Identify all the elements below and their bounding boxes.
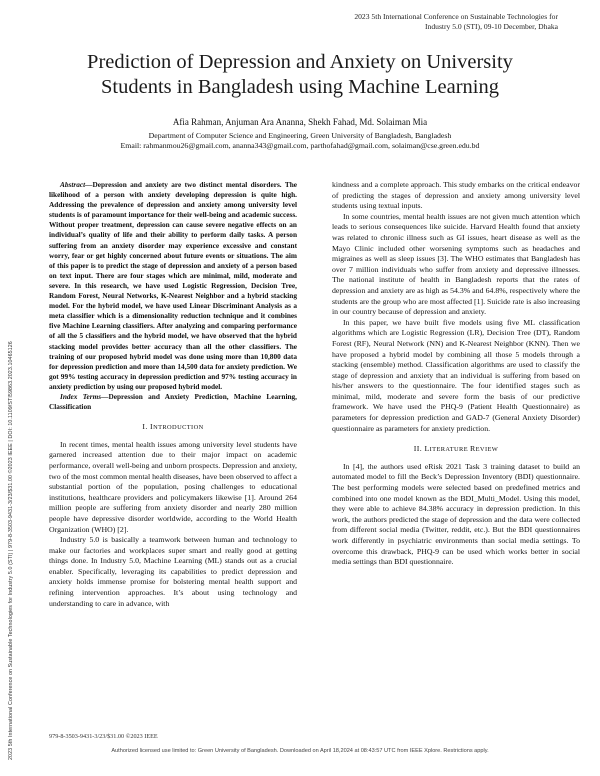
conference-header: [258, 12, 558, 31]
intro-paragraph-4: In this paper, we have built five models using five ML classification algorithms which are Logistic Regression (LR), Decision Tree (DT), Random Forest (RF), Neural Network (NN) and K-Nearest Neighbor (KNN). Then we have proposed a hybrid model by combining all those 5 models through a stacking (ensemble) method. Classification algorithms are used to classify the stage of depression and anxiety that an individual is suffering from based on his/her answers to the questionnaire. The four identified stages such as minimal, mild, moderate and severe form the basis of our predictive framework. We have used the PHQ-9 (Patient Health Questionnaire) as parameters for depression prediction and GAD-7 (General Anxiety Disorder) questionnaire as parameters for anxiety prediction.: [332, 317, 580, 433]
index-terms-label: Index Terms: [60, 391, 102, 401]
title-line-1: Prediction of Depression and Anxiety on University: [87, 51, 513, 73]
index-terms: [49, 392, 297, 412]
left-column: [49, 180, 297, 609]
intro-paragraph-2: Industry 5.0 is basically a teamwork between human and technology to make our factories and workplaces super smart and really good at getting things done. In Industry 5.0, Machine Learning (ML) stands out as a crucial enabler. Specifically, leveraging its capabilities to predict depression and anxiety holds immense promise for bolstering mental health support and refining intervention approaches. It’s about using technology and understanding to care in advance, with: [49, 535, 297, 608]
abstract-label: Abstract: [60, 180, 86, 189]
intro-paragraph-3: In some countries, mental health issues are not given much attention which leads to serious consequences like suicide. Harvard Health found that anxiety was related to chronic illness such as GI issues, heart disease as well as the Mayo Clinic included other worsening symptoms such as headaches and migraines as well as sleep issues [3]. The WHO estimates that Bangladesh has over 7 million individuals who suffer from anxiety and depressive illnesses. The national institute of health in Bangladesh reports that the rates of depression and anxiety are as high as 54.3% and 64.8%, respectively where the students are the group who are most affected [1]. Suicide rate is also increasing in our country because of depression and anxiety.: [332, 211, 580, 317]
title-line-2: Students in Bangladesh using Machine Learning: [101, 75, 499, 98]
author-emails: Email: rahmanmou26@gmail.com, ananna343@gmail.com, parthofahad@gmail.com, solaiman@cse.green.edu.bd: [120, 141, 480, 151]
isbn-copyright: 979-8-3503-9431-3/23/$31.00 ©2023 IEEE: [49, 733, 158, 740]
abstract-text: —Depression and anxiety are two distinct mental disorders. The likelihood of a person with anxiety developing depression is quite high. Addressing the prevalence of depression and anxiety among university level students is of paramount importance for their well-being and academic success. Without proper treatment, depression can cause severe negative effects on an individual’s quality of life and their ability to perform daily tasks. A person suffering from an anxiety disorder may experience excessive and constant worry, fear or get highly concerned about future events or situations. The aim of this paper is to predict the stage of depression and anxiety of a person based on text input. There are four stages which are minimal, mild, moderate and severe. In this research, we have used Logistic Regression, Decision Tree, Random Forest, Neural Networks, K-Nearest Neighbor and a hybrid stacking model. For the hybrid model, we have used Linear Discriminant Analysis as a meta classifier which is a dimensionality reduction technique and it combines five Machine Learning classifiers. After analyzing and comparing performance of all the 5 classifiers and the hybrid model, we have observed that the hybrid stacking model provides better accuracy than all the other classifiers. The training of our proposed hybrid model was done using more than 10,800 data for depression prediction and more than 14,500 data for anxiety prediction. We got 99% testing accuracy in depression prediction and 97% testing accuracy in anxiety prediction by using our proposed hybrid model.: [49, 180, 297, 391]
author-list: Afia Rahman, Anjuman Ara Ananna, Shekh Fahad, Md. Solaiman Mia: [172, 117, 428, 127]
review-paragraph-1: In [4], the authors used eRisk 2021 Task 3 training dataset to build an automated model to fill the Beck’s Depression Inventory (BDI) questionnaire. The best performing models were selected based on predefined metrics and combined into one model known as the BDI_Multi_Model. Using this model, they were able to achieve 84.38% accuracy in depression prediction. In this work, the authors predicted the stage of depression and the data were collected from different social media (Twitter, reddit, etc.). But the BDI questionnaires work differently in psychiatric environments than social media settings. To overcome this drawback, PHQ-9 can be used which works better in social media settings than BDI questionnaire.: [332, 461, 580, 567]
right-column: [332, 180, 580, 568]
conference-line-2: Industry 5.0 (STI), 09-10 December, Dhaka: [425, 21, 558, 31]
affiliation: Department of Computer Science and Engineering, Green University of Bangladesh, Bangladesh: [148, 131, 452, 140]
license-footer: Authorized licensed use limited to: Green University of Bangladesh. Downloaded on April 18,2024 at 08:43:57 UTC from IEEE Xplore. Restrictions apply.: [111, 748, 489, 754]
abstract: [49, 180, 297, 392]
intro-paragraph-2-continued: kindness and a complete approach. This study embarks on the critical endeavor of predicting the stages of depression and anxiety among university level students using textual inputs.: [332, 180, 580, 211]
paper-title: [30, 50, 570, 99]
index-terms-text: —Depression and Anxiety Prediction, Machine Learning, Classification: [49, 391, 298, 412]
intro-paragraph-1: In recent times, mental health issues among university level students have garnered increased attention due to their major impact on academic performance, overall well-being and unborn prospects. Depression and anxiety, two of the most common mental health diseases, have been observed to affect a substantial portion of the population, posing challenges to educational institutions, healthcare providers and policymakers likewise [1]. Around 264 million people are suffering from anxiety disorder and nearly 280 million people have depressive disorder worldwide, according to the World Health Organization (WHO) [2].: [49, 439, 297, 534]
conference-line-1: 2023 5th International Conference on Sustainable Technologies for: [354, 12, 558, 21]
side-citation-strip: 2023 5th International Conference on Sustainable Technologies for Industry 5.0 (STI) | 979-8-3503-9431-3/23/$31.00 ©2023 IEEE | DOI: 10.1109/STI59863.2023.10465126: [8, 341, 14, 760]
affiliation-block: [30, 131, 570, 152]
section-heading-introduction: I. INTRODUCTION: [142, 422, 204, 432]
section-heading-literature-review: II. LITERATURE REVIEW: [413, 444, 499, 454]
